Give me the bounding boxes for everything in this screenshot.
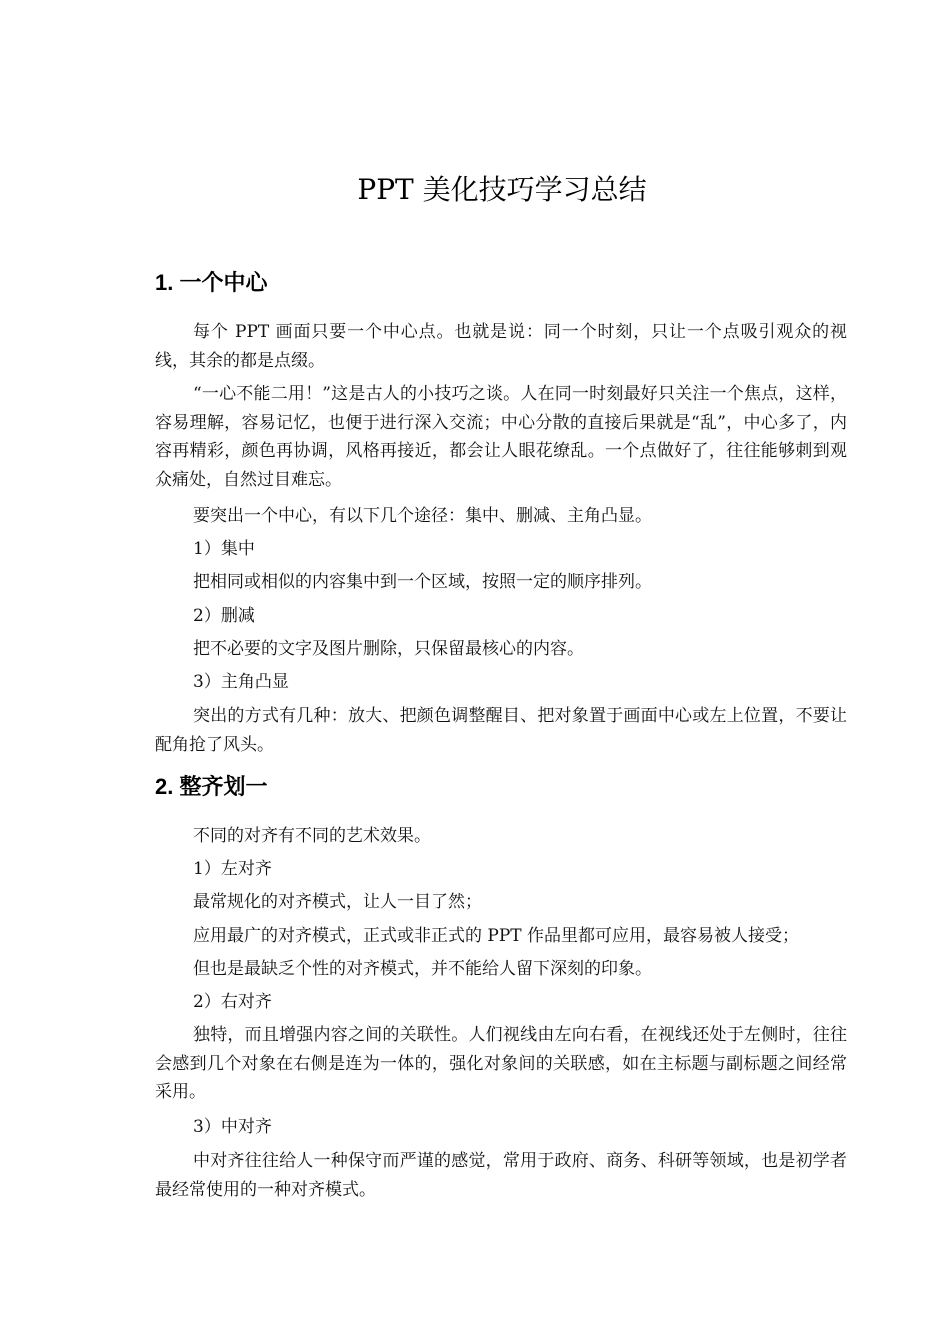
section-1-paragraph: 突出的方式有几种：放大、把颜色调整醒目、把对象置于画面中心或左上位置，不要让配角抢了风头。 xyxy=(155,706,847,755)
section-2-paragraph: 独特，而且增强内容之间的关联性。人们视线由左向右看，在视线还处于左侧时，往往会感到几个对象在右侧是连为一体的，强化对象间的关联感，如在主标题与副标题之间经常采用。 xyxy=(155,1025,847,1102)
section-1-heading: 1. 一个中心 xyxy=(155,270,268,295)
subheading-left-align: 1）左对齐 xyxy=(193,859,272,879)
subheading-highlight: 3）主角凸显 xyxy=(193,672,289,692)
section-2-paragraph: 不同的对齐有不同的艺术效果。 xyxy=(193,826,431,846)
section-2-paragraph: 最常规化的对齐模式，让人一目了然； xyxy=(193,892,482,912)
subheading-center-align: 3）中对齐 xyxy=(193,1117,272,1137)
section-1-paragraph: “一心不能二用！”这是古人的小技巧之谈。人在同一时刻最好只关注一个焦点，这样，容易理解，容易记忆，也便于进行深入交流；中心分散的直接后果就是“乱”，中心多了，内容再精彩，颜色再协调，风格再接近，都会让人眼花缭乱。一个点做好了，往往能够刺到观众痛处，自然过目难忘。 xyxy=(155,384,847,490)
subheading-concentrate: 1）集中 xyxy=(193,539,255,559)
section-1-paragraph: 把不必要的文字及图片删除，只保留最核心的内容。 xyxy=(193,639,584,659)
subheading-delete: 2）删减 xyxy=(193,606,255,626)
section-1-paragraph: 每个 PPT 画面只要一个中心点。也就是说：同一个时刻，只让一个点吸引观众的视线，其余的都是点缀。 xyxy=(155,322,847,371)
section-1-paragraph: 要突出一个中心，有以下几个途径：集中、删减、主角凸显。 xyxy=(193,506,652,526)
subheading-right-align: 2）右对齐 xyxy=(193,992,272,1012)
section-2-paragraph: 应用最广的对齐模式，正式或非正式的 PPT 作品里都可应用，最容易被人接受； xyxy=(193,926,800,946)
section-2-paragraph: 中对齐往往给人一种保守而严谨的感觉，常用于政府、商务、科研等领域，也是初学者最经常使用的一种对齐模式。 xyxy=(155,1151,847,1200)
section-2-heading: 2. 整齐划一 xyxy=(155,774,268,799)
section-1-paragraph: 把相同或相似的内容集中到一个区域，按照一定的顺序排列。 xyxy=(193,572,652,592)
section-2-paragraph: 但也是最缺乏个性的对齐模式，并不能给人留下深刻的印象。 xyxy=(193,959,652,979)
document-title: PPT 美化技巧学习总结 xyxy=(357,173,647,206)
